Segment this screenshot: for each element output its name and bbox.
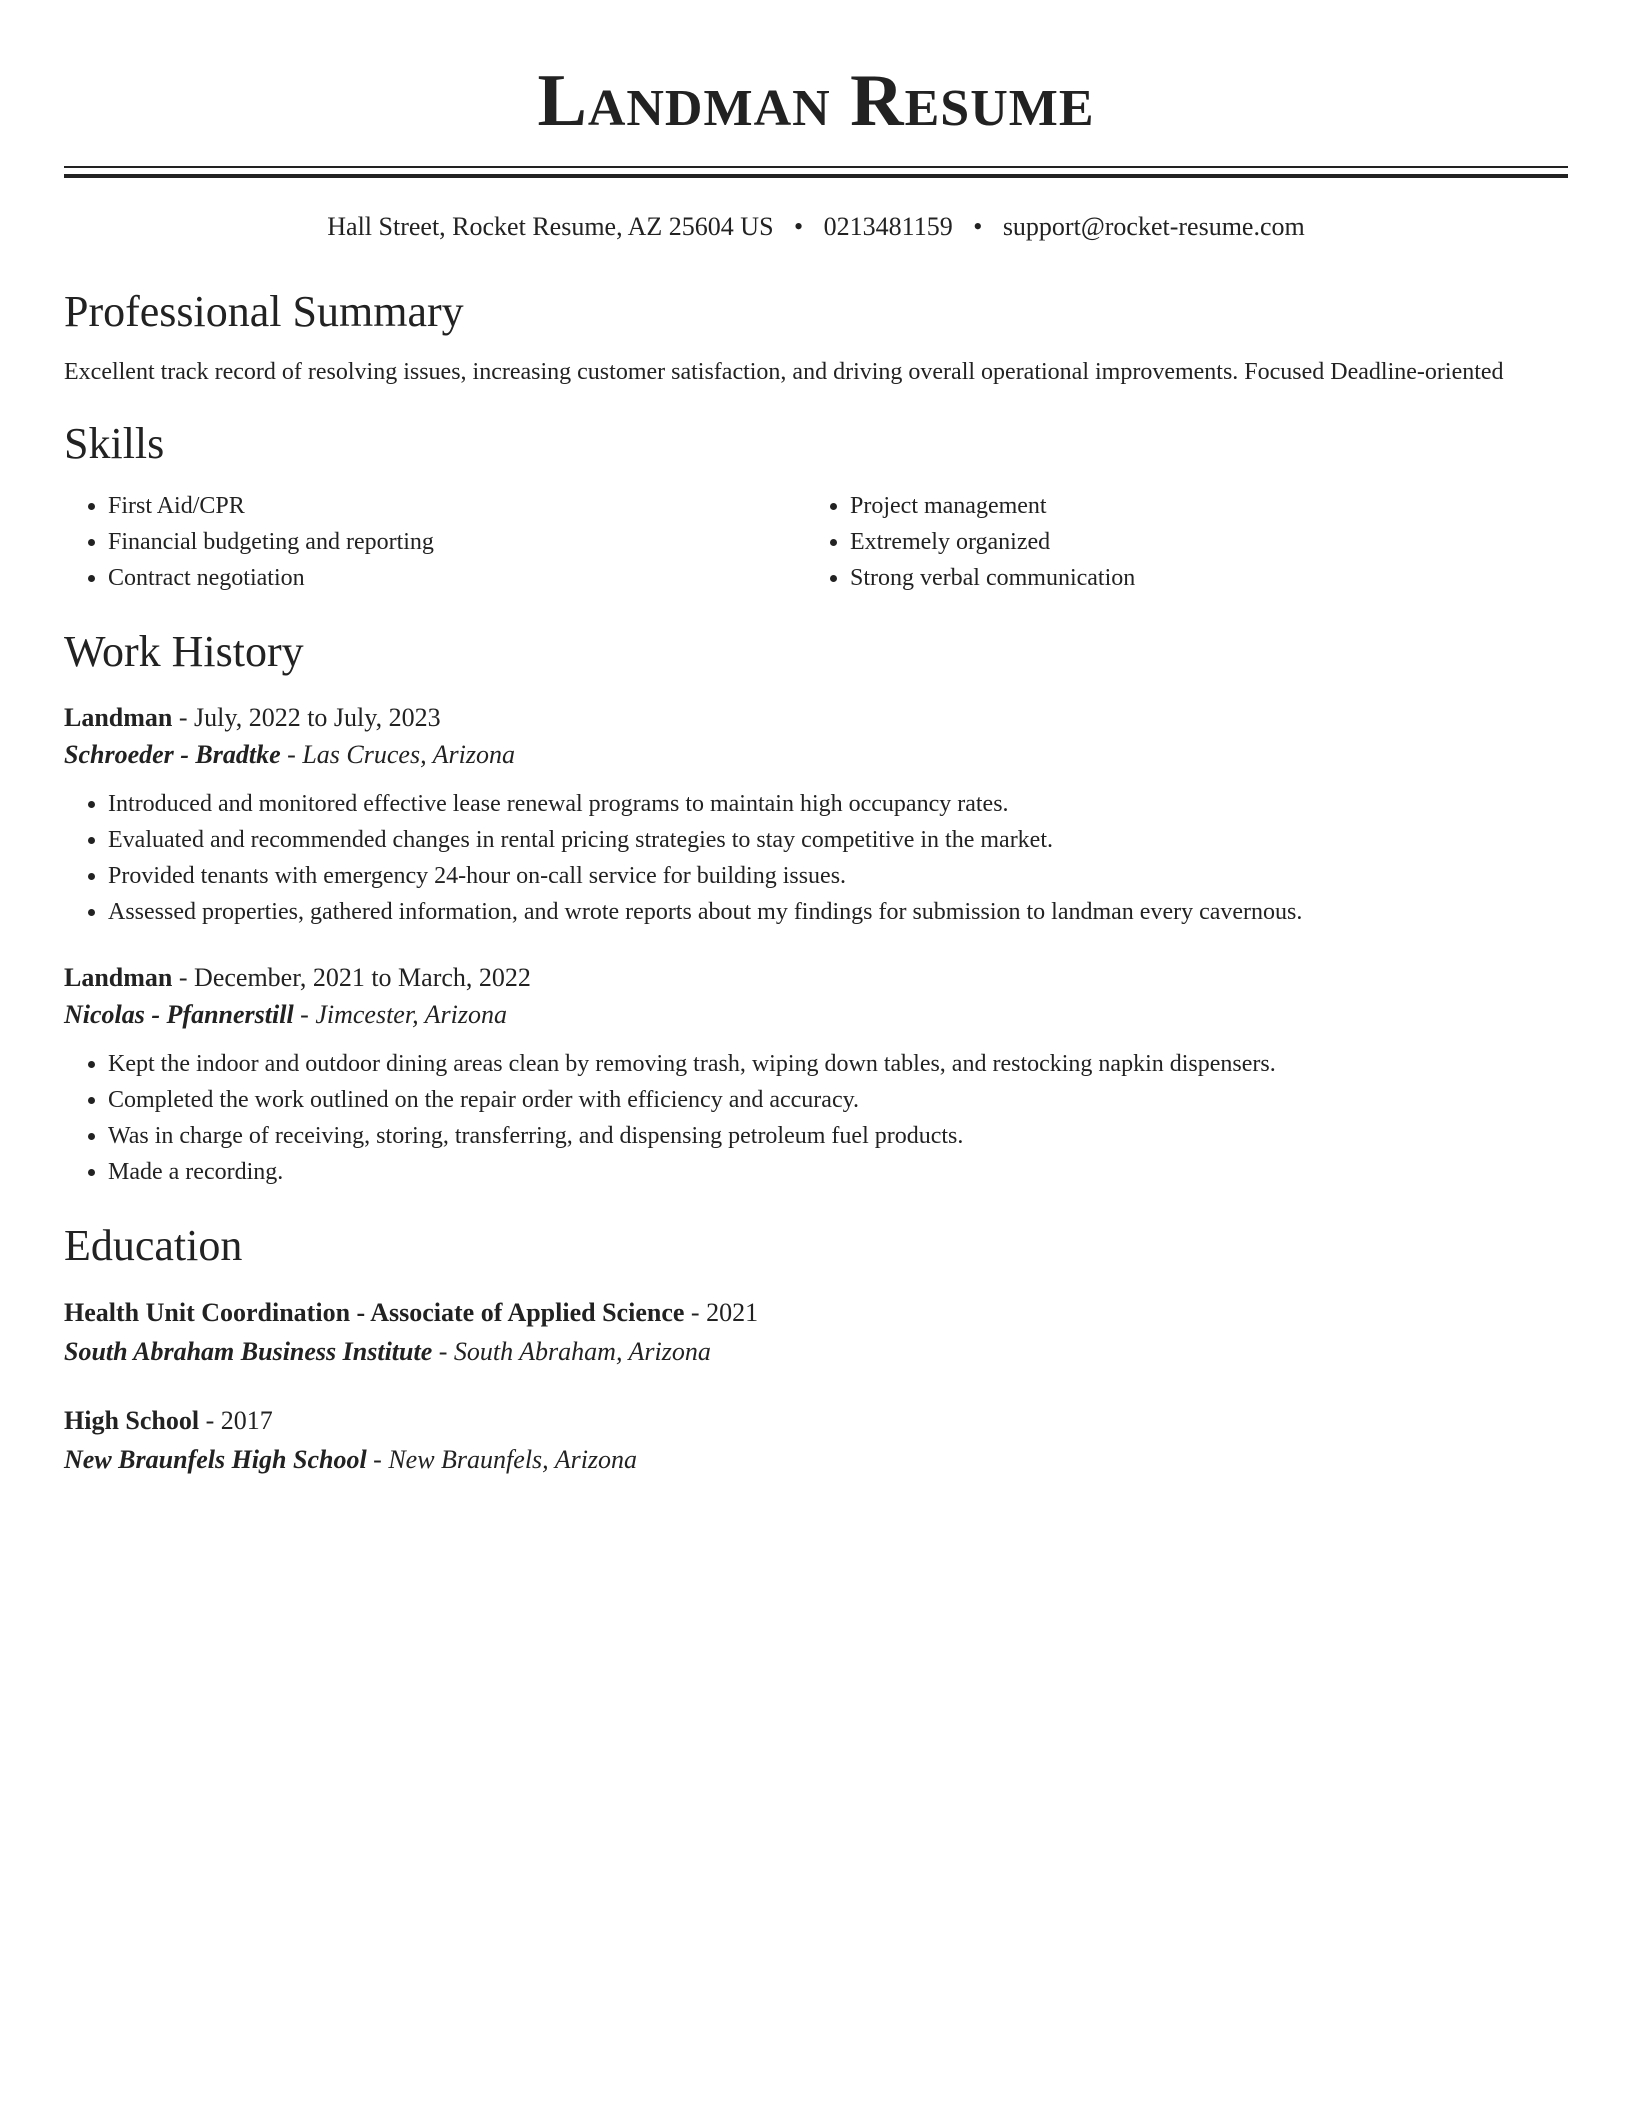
- education-degree: High School: [64, 1406, 200, 1435]
- job-bullets: [64, 1046, 1568, 1190]
- work-history-heading: Work History: [64, 627, 304, 676]
- skills-columns: [64, 488, 1568, 596]
- education-school-line: [64, 1440, 1568, 1480]
- education-entry: [64, 1402, 1568, 1480]
- contact-phone: 0213481159: [823, 212, 953, 241]
- education-degree-line: [64, 1402, 1568, 1440]
- job-title-line: [64, 960, 1568, 996]
- contact-separator: •: [973, 212, 983, 241]
- summary-heading: Professional Summary: [64, 287, 464, 336]
- skill-item: • Financial budgeting and reporting: [108, 524, 806, 560]
- education-school-line: [64, 1332, 1568, 1372]
- education-location: - South Abraham, Arizona: [432, 1337, 711, 1366]
- education-degree: Health Unit Coordination - Associate of Applied Science: [64, 1298, 685, 1327]
- summary-text: Excellent track record of resolving issues, increasing customer satisfaction, and driving overall operational improvements. Focused Deadline-oriented: [64, 359, 1504, 385]
- resume-title: Landman Resume: [537, 60, 1095, 142]
- skill-item: • First Aid/CPR: [108, 488, 806, 524]
- skills-section: [64, 418, 1568, 596]
- job-dates: - December, 2021 to March, 2022: [172, 963, 531, 992]
- job-title-line: [64, 700, 1568, 736]
- education-degree-line: [64, 1294, 1568, 1332]
- contact-separator: •: [794, 212, 804, 241]
- work-history-section: [64, 626, 1568, 1190]
- skills-heading: Skills: [64, 419, 165, 468]
- contact-email[interactable]: support@rocket-resume.com: [1002, 212, 1305, 241]
- job-bullet: • Kept the indoor and outdoor dining areas clean by removing trash, wiping down tables, and restocking napkin dispensers.: [108, 1046, 1568, 1082]
- job-role: Landman: [64, 963, 173, 992]
- title-divider-thin: [64, 166, 1568, 168]
- skills-right-list: [806, 488, 1548, 596]
- job-company: Nicolas - Pfannerstill: [64, 1000, 294, 1029]
- education-year: - 2017: [199, 1406, 273, 1435]
- contact-address: Hall Street, Rocket Resume, AZ 25604 US: [327, 212, 774, 241]
- education-entry: [64, 1294, 1568, 1372]
- job-bullet: • Provided tenants with emergency 24-hour on-call service for building issues.: [108, 858, 1568, 894]
- job-bullet: • Evaluated and recommended changes in rental pricing strategies to stay competitive in the market.: [108, 822, 1568, 858]
- job-company-line: [64, 996, 1568, 1034]
- job-location: - Jimcester, Arizona: [293, 1000, 507, 1029]
- job-entry: [64, 700, 1568, 930]
- job-location: - Las Cruces, Arizona: [280, 740, 515, 769]
- education-school: New Braunfels High School: [64, 1445, 367, 1474]
- job-dates: - July, 2022 to July, 2023: [172, 703, 441, 732]
- skill-item: • Project management: [850, 488, 1548, 524]
- title-divider-thick: [64, 174, 1568, 178]
- education-school: South Abraham Business Institute: [64, 1337, 433, 1366]
- job-company: Schroeder - Bradtke: [64, 740, 281, 769]
- skill-item: • Strong verbal communication: [850, 560, 1548, 596]
- job-bullet: • Assessed properties, gathered information, and wrote reports about my findings for submission to landman every cavernous.: [108, 894, 1568, 930]
- job-bullets: [64, 786, 1568, 930]
- job-bullet: • Introduced and monitored effective lease renewal programs to maintain high occupancy rates.: [108, 786, 1568, 822]
- skill-item: • Contract negotiation: [108, 560, 806, 596]
- job-company-line: [64, 736, 1568, 774]
- education-location: - New Braunfels, Arizona: [366, 1445, 638, 1474]
- job-role: Landman: [64, 703, 173, 732]
- job-bullet: • Completed the work outlined on the repair order with efficiency and accuracy.: [108, 1082, 1568, 1118]
- education-year: - 2021: [684, 1298, 759, 1327]
- job-entry: [64, 960, 1568, 1190]
- job-bullet: • Was in charge of receiving, storing, transferring, and dispensing petroleum fuel products.: [108, 1118, 1568, 1154]
- contact-line: [64, 210, 1568, 244]
- job-bullet: • Made a recording.: [108, 1154, 1568, 1190]
- summary-section: [64, 286, 1568, 388]
- education-section: [64, 1220, 1568, 1480]
- skills-left-list: [64, 488, 806, 596]
- education-heading: Education: [64, 1221, 243, 1270]
- skill-item: • Extremely organized: [850, 524, 1548, 560]
